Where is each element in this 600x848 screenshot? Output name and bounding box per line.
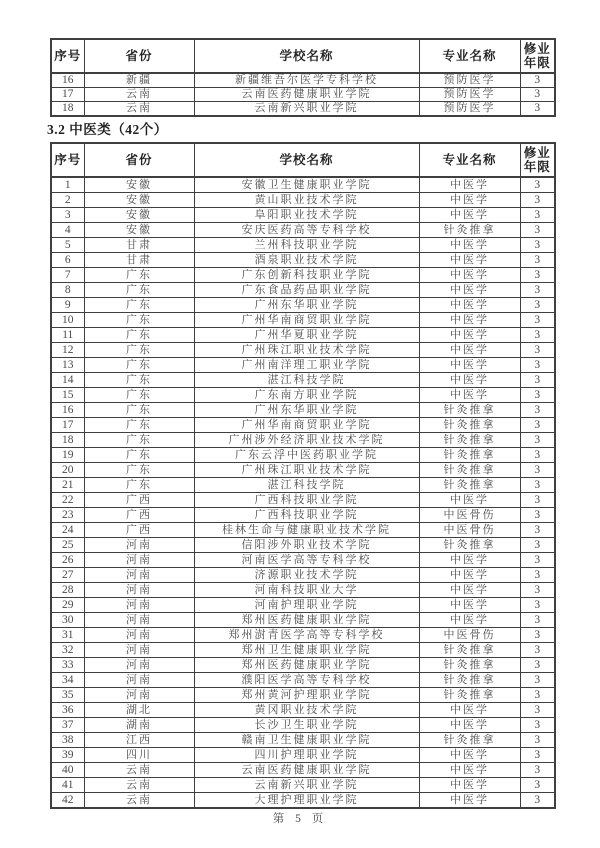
table-cell: 9 [51,298,84,313]
table-cell: 中医学 [419,568,520,583]
table-cell: 广州华南商贸职业学院 [194,418,419,433]
table-cell: 郑州黄河护理职业学院 [194,688,419,703]
table-cell: 3 [520,628,555,643]
table-cell: 湖南 [84,718,194,733]
table-cell: 中医学 [419,238,520,253]
table-cell: 3 [520,778,555,793]
table-cell: 3 [520,643,555,658]
table-row [51,673,555,688]
table-cell: 江西 [84,733,194,748]
table-cell: 35 [51,688,84,703]
table-row [51,238,555,253]
table-cell: 21 [51,478,84,493]
table-cell: 新疆维吾尔医学专科学校 [194,73,419,88]
table-row [51,778,555,793]
table-row [51,298,555,313]
table-row [51,73,555,88]
table-row [51,223,555,238]
table-cell: 针灸推拿 [419,538,520,553]
table-cell: 预防医学 [419,88,520,102]
table-cell: 河南 [84,613,194,628]
table-cell: 广东 [84,328,194,343]
table-cell: 17 [51,418,84,433]
table-cell: 云南 [84,778,194,793]
table-cell: 12 [51,343,84,358]
table-row [51,358,555,373]
table-cell: 针灸推拿 [419,688,520,703]
table-cell: 3 [520,673,555,688]
table-cell: 河南 [84,643,194,658]
table-cell: 14 [51,373,84,388]
table-cell: 8 [51,283,84,298]
table-cell: 信阳涉外职业技术学院 [194,538,419,553]
table-cell: 安徽 [84,223,194,238]
table-cell: 四川 [84,748,194,763]
table-cell: 郑州卫生健康职业学院 [194,643,419,658]
table-cell: 中医骨伤 [419,523,520,538]
table-cell: 广西科技职业学院 [194,493,419,508]
table-cell: 广州涉外经济职业技术学院 [194,433,419,448]
table-cell: 3 [520,433,555,448]
table-cell: 3 [520,102,555,117]
table-cell: 4 [51,223,84,238]
table-cell: 广东 [84,418,194,433]
table-cell: 广西科技职业学院 [194,508,419,523]
table-cell: 广州华南商贸职业学院 [194,313,419,328]
table-row [51,643,555,658]
table-row [51,268,555,283]
table-cell: 3 [520,733,555,748]
table-cell: 湛江科技学院 [194,373,419,388]
table-row [51,433,555,448]
table-cell: 3 [520,208,555,223]
table-cell: 云南新兴职业学院 [194,102,419,117]
table-cell: 安庆医药高等专科学校 [194,223,419,238]
table-cell: 11 [51,328,84,343]
table-row [51,733,555,748]
table-cell: 针灸推拿 [419,223,520,238]
table-cell: 3 [520,508,555,523]
column-header: 专业名称 [419,143,520,177]
table-row [51,538,555,553]
table-cell: 15 [51,388,84,403]
header-row [51,143,555,177]
table-cell: 3 [520,583,555,598]
table-row [51,283,555,298]
table-row [51,583,555,598]
table-cell: 37 [51,718,84,733]
table-cell: 3 [520,313,555,328]
table-cell: 广东 [84,313,194,328]
table-cell: 安徽 [84,208,194,223]
table-cell: 39 [51,748,84,763]
table-cell: 3 [520,328,555,343]
table-cell: 针灸推拿 [419,478,520,493]
table-cell: 3 [520,793,555,809]
table-cell: 中医学 [419,763,520,778]
table-cell: 3 [520,598,555,613]
table-cell: 3 [520,88,555,102]
table-cell: 中医学 [419,313,520,328]
table-cell: 中医学 [419,328,520,343]
table-cell: 广东 [84,343,194,358]
table-cell: 黄山职业技术学院 [194,193,419,208]
table-row [51,658,555,673]
table-cell: 中医学 [419,718,520,733]
table-cell: 中医学 [419,268,520,283]
table-cell: 广东食品药品职业学院 [194,283,419,298]
table-cell: 大理护理职业学院 [194,793,419,809]
table-cell: 针灸推拿 [419,448,520,463]
table-row [51,328,555,343]
table-cell: 广东 [84,463,194,478]
table-row [51,177,555,193]
table-cell: 3 [520,373,555,388]
table-cell: 河南 [84,553,194,568]
table-cell: 16 [51,403,84,418]
table-cell: 6 [51,253,84,268]
table-cell: 广东 [84,403,194,418]
table-cell: 3 [520,478,555,493]
table-row [51,463,555,478]
table-cell: 广西 [84,508,194,523]
table-cell: 3 [520,283,555,298]
table-cell: 3 [520,388,555,403]
table-cell: 16 [51,73,84,88]
column-header: 修业年限 [520,143,555,177]
table-cell: 18 [51,433,84,448]
section-title: 3.2 中医类（42个） [47,122,168,137]
table-cell: 中医学 [419,583,520,598]
table-cell: 3 [520,523,555,538]
table-cell: 郑州澍青医学高等专科学校 [194,628,419,643]
table-cell: 广东 [84,298,194,313]
column-header: 序号 [51,143,84,177]
column-header: 省份 [84,39,194,73]
table-cell: 云南 [84,763,194,778]
table-cell: 云南 [84,102,194,117]
table-cell: 34 [51,673,84,688]
column-header: 省份 [84,143,194,177]
table-cell: 3 [520,493,555,508]
table-cell: 31 [51,628,84,643]
table-cell: 中医学 [419,778,520,793]
page-number: 第 5 页 [272,813,328,825]
table-row [51,568,555,583]
table-cell: 广东云浮中医药职业学院 [194,448,419,463]
table-cell: 36 [51,703,84,718]
table-cell: 3 [520,298,555,313]
table-cell: 20 [51,463,84,478]
table-row [51,478,555,493]
table-cell: 中医学 [419,598,520,613]
table-cell: 30 [51,613,84,628]
table-cell: 广州东华职业学院 [194,403,419,418]
table-cell: 广州南洋理工职业学院 [194,358,419,373]
table-row [51,688,555,703]
table-cell: 3 [520,343,555,358]
table-cell: 中医学 [419,177,520,193]
table-row [51,88,555,102]
table-cell: 阜阳职业技术学院 [194,208,419,223]
table-cell: 3 [520,223,555,238]
table-cell: 中医骨伤 [419,508,520,523]
table-cell: 3 [520,748,555,763]
table-cell: 河南 [84,688,194,703]
prevention-medicine-table [50,38,556,117]
table-cell: 广州珠江职业技术学院 [194,343,419,358]
table-cell: 中医学 [419,493,520,508]
table-cell: 27 [51,568,84,583]
table-row [51,553,555,568]
table-row [51,448,555,463]
table-cell: 中医学 [419,373,520,388]
table-cell: 预防医学 [419,102,520,117]
table-cell: 24 [51,523,84,538]
table-cell: 18 [51,102,84,117]
table-cell: 中医学 [419,748,520,763]
table-cell: 云南医药健康职业学院 [194,88,419,102]
table-cell: 中医学 [419,793,520,809]
table-cell: 3 [520,73,555,88]
table-cell: 广东 [84,388,194,403]
table-cell: 预防医学 [419,73,520,88]
table-cell: 中医学 [419,343,520,358]
table-cell: 广东 [84,268,194,283]
table-cell: 42 [51,793,84,809]
table-cell: 河南 [84,583,194,598]
table-cell: 河南 [84,673,194,688]
table-cell: 2 [51,193,84,208]
table-row [51,373,555,388]
table-cell: 29 [51,598,84,613]
table-cell: 河南 [84,568,194,583]
table-cell: 河南医学高等专科学校 [194,553,419,568]
table-cell: 黄冈职业技术学院 [194,703,419,718]
table-cell: 兰州科技职业学院 [194,238,419,253]
table-cell: 赣南卫生健康职业学院 [194,733,419,748]
table-row [51,748,555,763]
table-row [51,253,555,268]
table-cell: 23 [51,508,84,523]
table-cell: 中医学 [419,298,520,313]
table-cell: 10 [51,313,84,328]
table-cell: 郑州医药健康职业学院 [194,658,419,673]
table-cell: 3 [520,448,555,463]
table-cell: 3 [520,177,555,193]
table-cell: 中医学 [419,193,520,208]
table-cell: 云南新兴职业学院 [194,778,419,793]
table-cell: 安徽 [84,193,194,208]
table-cell: 湛江科技学院 [194,478,419,493]
table-cell: 3 [520,703,555,718]
table-cell: 河南 [84,658,194,673]
table-cell: 针灸推拿 [419,418,520,433]
table-cell: 中医学 [419,388,520,403]
table-cell: 酒泉职业技术学院 [194,253,419,268]
table-cell: 广州珠江职业技术学院 [194,463,419,478]
column-header: 修业年限 [520,39,555,73]
table-cell: 7 [51,268,84,283]
table-cell: 33 [51,658,84,673]
table-row [51,508,555,523]
header-row [51,39,555,73]
table-cell: 针灸推拿 [419,643,520,658]
table-cell: 3 [520,358,555,373]
table-cell: 25 [51,538,84,553]
table-cell: 河南 [84,628,194,643]
table-cell: 针灸推拿 [419,673,520,688]
table-cell: 中医学 [419,283,520,298]
table-row [51,598,555,613]
table-cell: 38 [51,733,84,748]
table-cell: 22 [51,493,84,508]
table-cell: 甘肃 [84,238,194,253]
table-row [51,403,555,418]
table-cell: 针灸推拿 [419,403,520,418]
table-cell: 3 [520,658,555,673]
table-cell: 中医学 [419,703,520,718]
column-header: 学校名称 [194,143,419,177]
table-cell: 3 [520,568,555,583]
table-row [51,628,555,643]
table-cell: 41 [51,778,84,793]
table-cell: 中医学 [419,253,520,268]
table-cell: 云南医药健康职业学院 [194,763,419,778]
table-cell: 广东南方职业学院 [194,388,419,403]
table-cell: 河南护理职业学院 [194,598,419,613]
table-cell: 3 [520,463,555,478]
table-cell: 3 [520,418,555,433]
column-header: 学校名称 [194,39,419,73]
table-cell: 针灸推拿 [419,733,520,748]
table-cell: 26 [51,553,84,568]
table-cell: 17 [51,88,84,102]
table-cell: 安徽 [84,177,194,193]
table-row [51,102,555,117]
table-row [51,523,555,538]
table-row [51,313,555,328]
table-cell: 河南 [84,598,194,613]
table-cell: 甘肃 [84,253,194,268]
table-cell: 针灸推拿 [419,463,520,478]
table-cell: 中医学 [419,358,520,373]
table-row [51,418,555,433]
table-cell: 3 [520,763,555,778]
table-cell: 云南 [84,88,194,102]
table-row [51,388,555,403]
table-cell: 中医骨伤 [419,628,520,643]
table-row [51,793,555,809]
table-cell: 广西 [84,523,194,538]
table-cell: 3 [520,553,555,568]
table-row [51,208,555,223]
table-cell: 济源职业技术学院 [194,568,419,583]
column-header: 专业名称 [419,39,520,73]
table-cell: 湖北 [84,703,194,718]
column-header: 序号 [51,39,84,73]
table-cell: 广东 [84,433,194,448]
table-cell: 3 [520,688,555,703]
table-cell: 广西 [84,493,194,508]
table-cell: 32 [51,643,84,658]
tcm-category-table [50,142,556,809]
table-cell: 13 [51,358,84,373]
table-row [51,763,555,778]
table-cell: 新疆 [84,73,194,88]
table-cell: 广州东华职业学院 [194,298,419,313]
table-cell: 19 [51,448,84,463]
table-cell: 郑州医药健康职业学院 [194,613,419,628]
table-cell: 3 [520,268,555,283]
table-cell: 3 [520,193,555,208]
table-cell: 40 [51,763,84,778]
table-cell: 广东 [84,358,194,373]
table-cell: 广东 [84,283,194,298]
table-cell: 桂林生命与健康职业技术学院 [194,523,419,538]
table-cell: 广东创新科技职业学院 [194,268,419,283]
table-cell: 中医学 [419,613,520,628]
table-cell: 中医学 [419,553,520,568]
table-row [51,343,555,358]
table-cell: 河南科技职业大学 [194,583,419,598]
table-cell: 针灸推拿 [419,658,520,673]
table-cell: 河南 [84,538,194,553]
table-cell: 中医学 [419,208,520,223]
table-cell: 3 [520,253,555,268]
table-row [51,493,555,508]
table-row [51,193,555,208]
table-cell: 28 [51,583,84,598]
table-row [51,703,555,718]
table-cell: 3 [520,718,555,733]
table-cell: 濮阳医学高等专科学校 [194,673,419,688]
table-cell: 广东 [84,478,194,493]
table-cell: 安徽卫生健康职业学院 [194,177,419,193]
table-cell: 广东 [84,448,194,463]
table-cell: 针灸推拿 [419,433,520,448]
table-cell: 3 [51,208,84,223]
table-cell: 广州华夏职业学院 [194,328,419,343]
table-row [51,718,555,733]
table-cell: 广东 [84,373,194,388]
table-row [51,613,555,628]
table-cell: 云南 [84,793,194,809]
table-cell: 3 [520,613,555,628]
table-cell: 长沙卫生职业学院 [194,718,419,733]
table-cell: 1 [51,177,84,193]
table-cell: 3 [520,403,555,418]
table-cell: 5 [51,238,84,253]
table-cell: 3 [520,538,555,553]
table-cell: 3 [520,238,555,253]
table-cell: 四川护理职业学院 [194,748,419,763]
